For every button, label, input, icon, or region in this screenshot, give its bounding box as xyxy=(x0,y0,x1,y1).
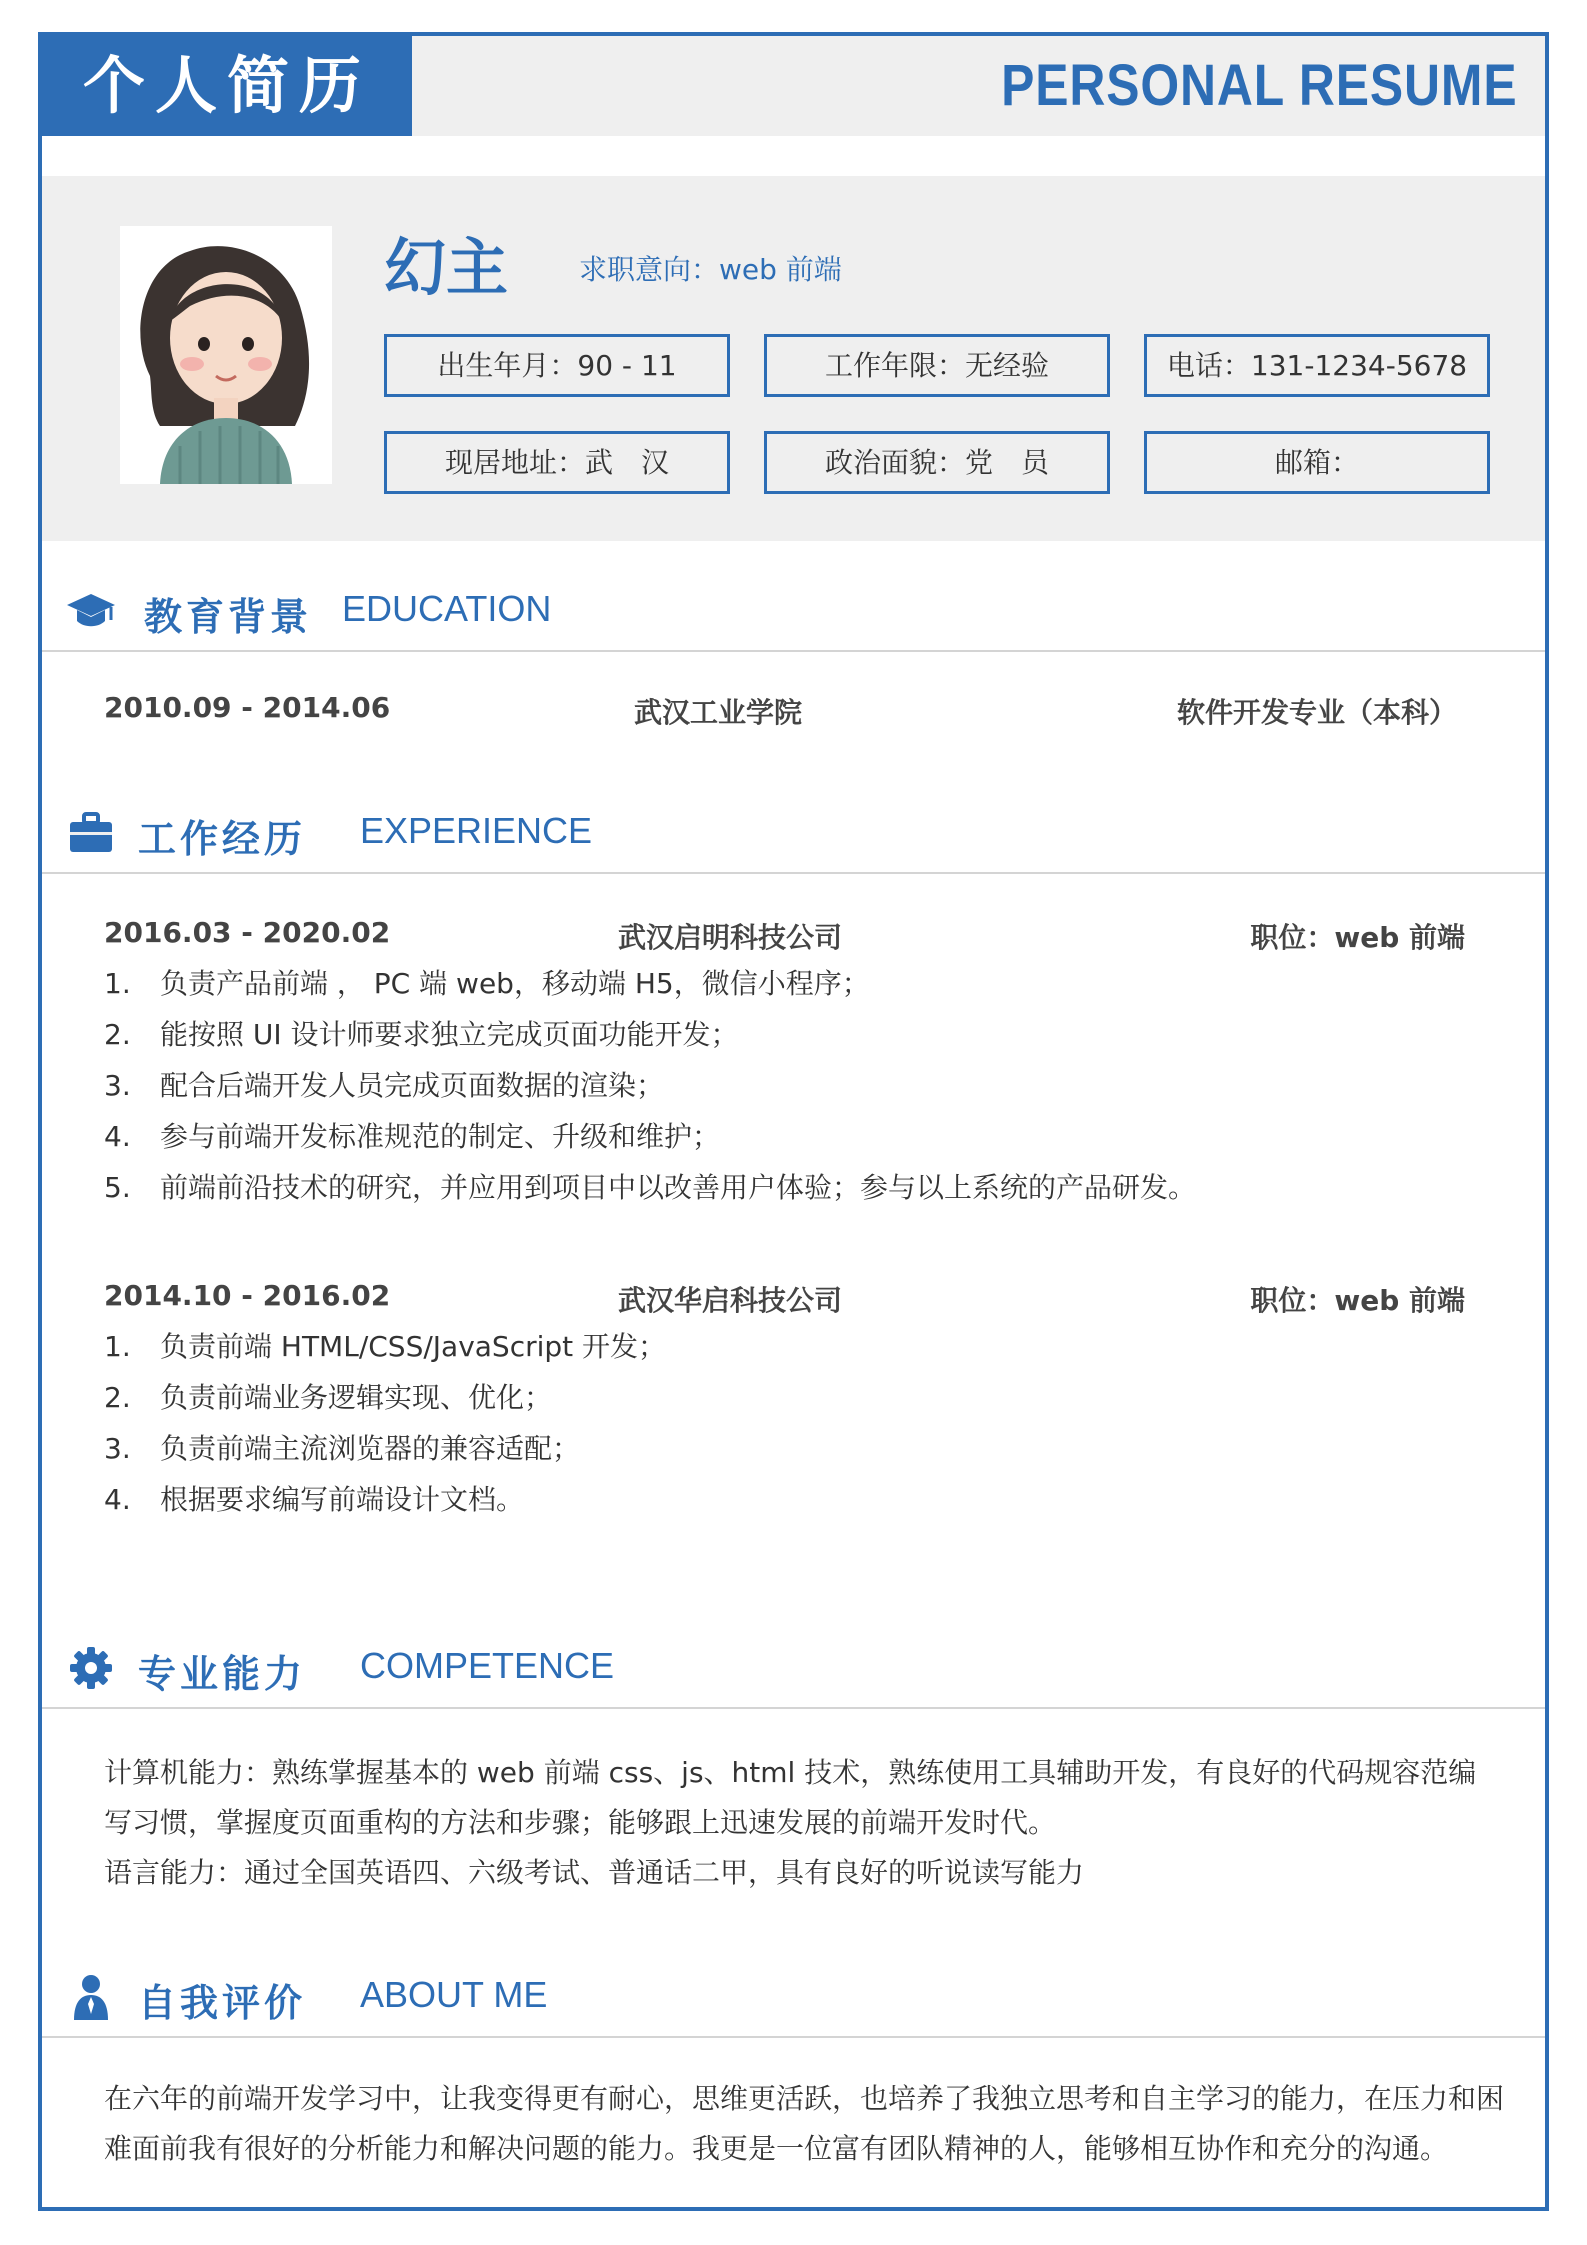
section-competence-header xyxy=(42,1633,1545,1703)
section-title-cn: 专业能力 xyxy=(138,1652,307,1696)
competence-computer: 计算机能力：熟练掌握基本的 web 前端 css、js、html 技术，熟练使用工具辅助开发，有良好的代码规容范编写习惯，掌握度页面重构的方法和步骤；能够跟上迅速发展的前端开发时代。 xyxy=(104,1756,1477,1839)
info-email: 邮箱： xyxy=(1144,431,1490,494)
person-icon xyxy=(66,1974,116,2020)
list-item: 4. 根据要求编写前端设计文档。 xyxy=(104,1483,525,1516)
candidate-name: 幻主 xyxy=(384,231,509,304)
list-item: 1. 负责产品前端 ， PC 端 web，移动端 H5，微信小程序； xyxy=(104,967,870,1000)
resume-frame xyxy=(38,32,1549,2211)
job-duties-list xyxy=(104,958,1196,1213)
section-title-cn: 工作经历 xyxy=(138,817,307,861)
list-item: 2. 能按照 UI 设计师要求独立完成页面功能开发； xyxy=(104,1018,739,1051)
title-bar xyxy=(42,36,1545,136)
section-title-cn: 教育背景 xyxy=(144,595,313,639)
info-address: 现居地址：武 汉 xyxy=(384,431,730,494)
gear-icon xyxy=(66,1645,116,1691)
briefcase-icon xyxy=(66,810,116,856)
profile-panel xyxy=(42,176,1545,541)
divider xyxy=(42,872,1545,874)
divider xyxy=(42,2036,1545,2038)
section-education-header xyxy=(42,576,1545,646)
job-company: 武汉华启科技公司 xyxy=(618,1284,843,1317)
job-duties-list xyxy=(104,1321,666,1525)
list-item: 5. 前端前沿技术的研究，并应用到项目中以改善用户体验；参与以上系统的产品研发。 xyxy=(104,1171,1197,1204)
resume-title-en: PERSONAL RESUME xyxy=(1000,53,1517,118)
resume-title-cn: 个人简历 xyxy=(42,36,412,136)
section-title-en: ABOUT ME xyxy=(360,1974,548,2015)
competence-language: 语言能力：通过全国英语四、六级考试、普通话二甲，具有良好的听说读写能力 xyxy=(104,1856,1085,1889)
job-position: 职位：web 前端 xyxy=(1250,921,1465,954)
job-period: 2016.03 - 2020.02 xyxy=(104,916,391,949)
job-company: 武汉启明科技公司 xyxy=(618,921,843,954)
edu-school: 武汉工业学院 xyxy=(634,696,803,729)
graduation-cap-icon xyxy=(66,588,116,634)
info-birth: 出生年月：90 - 11 xyxy=(384,334,730,397)
avatar-illustration xyxy=(120,226,332,484)
divider xyxy=(42,650,1545,652)
job-period: 2014.10 - 2016.02 xyxy=(104,1279,391,1312)
list-item: 4. 参与前端开发标准规范的制定、升级和维护； xyxy=(104,1120,721,1153)
list-item: 3. 负责前端主流浏览器的兼容适配； xyxy=(104,1432,581,1465)
job-position: 职位：web 前端 xyxy=(1250,1284,1465,1317)
info-politics: 政治面貌：党 员 xyxy=(764,431,1110,494)
section-title-en: EXPERIENCE xyxy=(360,810,593,851)
divider xyxy=(42,1707,1545,1709)
section-title-en: EDUCATION xyxy=(342,588,552,629)
about-text: 在六年的前端开发学习中，让我变得更有耐心，思维更活跃，也培养了我独立思考和自主学习的能力，在压力和困难面前我有很好的分析能力和解决问题的能力。我更是一位富有团队精神的人，能够相互协作和充分的沟通。 xyxy=(104,2082,1505,2165)
section-about-header xyxy=(42,1962,1545,2032)
section-title-cn: 自我评价 xyxy=(138,1981,307,2025)
avatar xyxy=(120,226,332,484)
section-title-en: COMPETENCE xyxy=(360,1645,615,1686)
section-experience-header xyxy=(42,798,1545,868)
list-item: 3. 配合后端开发人员完成页面数据的渲染； xyxy=(104,1069,665,1102)
info-phone: 电话：131-1234-5678 xyxy=(1144,334,1490,397)
list-item: 1. 负责前端 HTML/CSS/JavaScript 开发； xyxy=(104,1330,667,1363)
job-intent: 求职意向：web 前端 xyxy=(579,253,842,286)
list-item: 2. 负责前端业务逻辑实现、优化； xyxy=(104,1381,553,1414)
edu-period: 2010.09 - 2014.06 xyxy=(104,691,391,724)
edu-major: 软件开发专业（本科） xyxy=(1176,696,1457,729)
info-work-years: 工作年限：无经验 xyxy=(764,334,1110,397)
